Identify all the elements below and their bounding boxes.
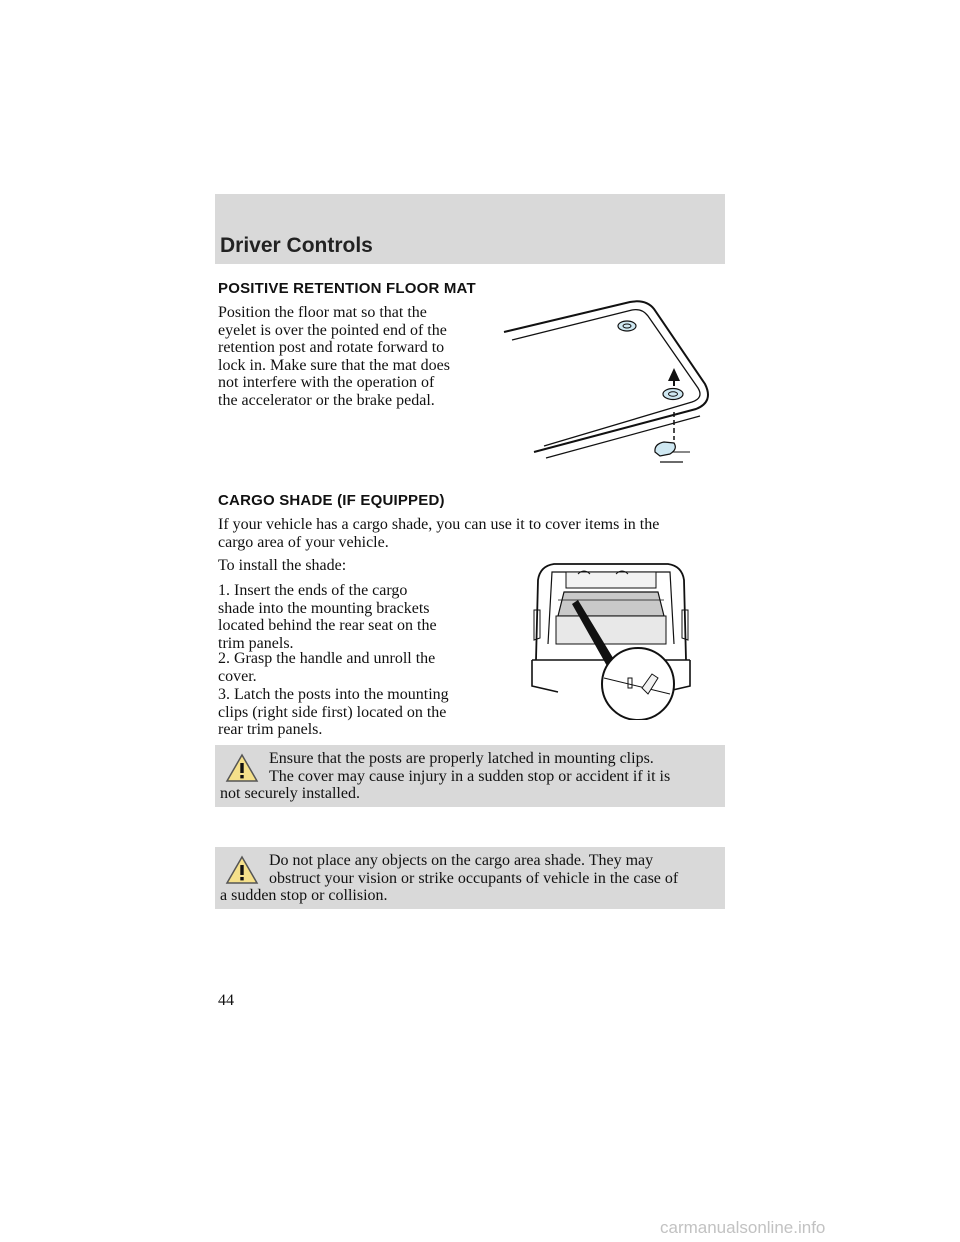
cargo-shade-heading: CARGO SHADE (IF EQUIPPED) [218,492,445,509]
step-1 [218,582,437,652]
text-line: 3. Latch the posts into the mounting [218,686,449,703]
text-line: 2. Grasp the handle and unroll the [218,650,436,667]
warning-text [220,852,713,905]
text-line: 1. Insert the ends of the cargo [218,582,408,599]
text-line: a sudden stop or collision. [220,887,388,904]
text-line: rear trim panels. [218,721,323,738]
text-line: Do not place any objects on the cargo area shade. They may [269,852,654,869]
warning-text [220,750,713,803]
text-line: The cover may cause injury in a sudden stop or accident if it is [269,767,671,785]
text-line: retention post and rotate forward to [218,339,445,356]
section-title: Driver Controls [220,234,373,257]
text-line: Ensure that the posts are properly latched in mounting clips. [269,750,654,767]
text-line: lock in. Make sure that the mat does [218,356,450,374]
page-number: 44 [218,992,234,1009]
cargo-shade-intro [218,516,728,551]
text-line: cover. [218,667,257,685]
step-3 [218,686,449,739]
watermark: carmanualsonline.info [660,1218,826,1237]
floor-mat-illustration [500,292,720,472]
step-2 [218,650,435,685]
text-line: located behind the rear seat on the [218,617,437,634]
text-line: obstruct your vision or strike occupants of vehicle in the case of [269,869,679,887]
text-line: trim panels. [218,634,294,652]
floor-mat-heading: POSITIVE RETENTION FLOOR MAT [218,280,476,297]
text-line: not securely installed. [220,785,360,802]
section-header-band [215,194,725,264]
text-line: cargo area of your vehicle. [218,533,389,551]
text-line: eyelet is over the pointed end of the [218,321,447,339]
text-line: shade into the mounting brackets [218,599,430,617]
cargo-shade-illustration [528,560,698,720]
warning-box [215,745,725,807]
text-line: the accelerator or the brake pedal. [218,391,435,409]
install-title: To install the shade: [218,557,347,574]
text-line: Position the floor mat so that the [218,304,427,321]
text-line: If your vehicle has a cargo shade, you can use it to cover items in the [218,516,660,533]
warning-box [215,847,725,909]
text-line: clips (right side first) located on the [218,703,447,721]
floor-mat-instructions [218,304,450,409]
text-line: not interfere with the operation of [218,374,435,391]
